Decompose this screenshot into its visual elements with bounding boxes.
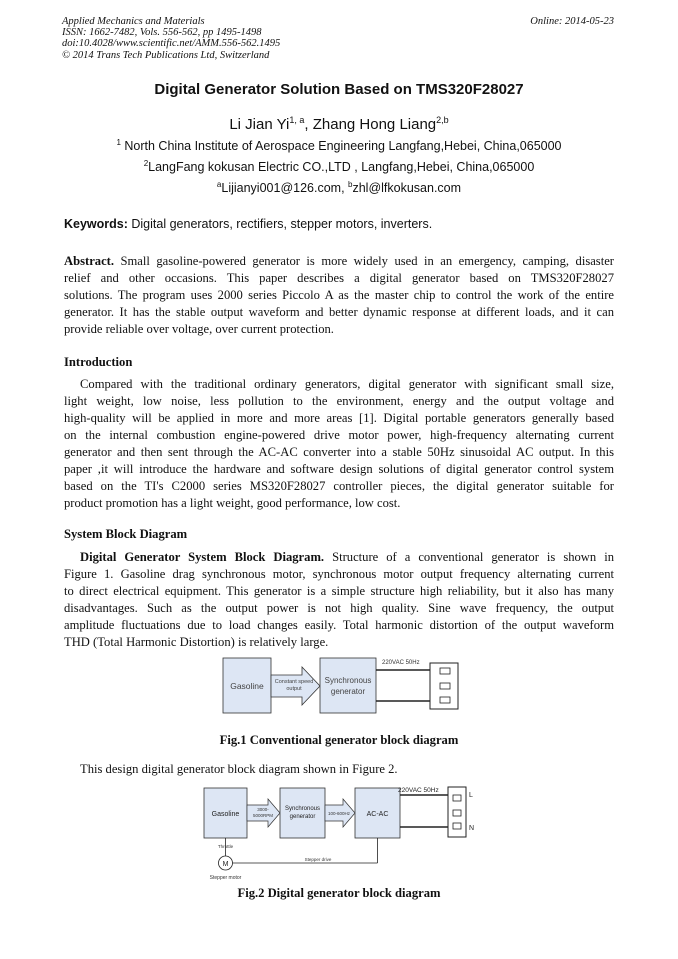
intro-line-6: paper ,it will introduce the hardware and software design solutions of digital generator control system	[64, 462, 614, 476]
intro-line-4: on the internal combustion engine-powered drive motor power, high-frequency alternating current	[64, 428, 614, 442]
keywords-text: Digital generators, rectifiers, stepper motors, inverters.	[127, 217, 433, 231]
fig1-arrow-label-1: Constant speed	[274, 679, 314, 685]
fig1-sync-label-2: generator	[330, 687, 366, 696]
fig2-throttle-label: Throttle	[217, 844, 234, 849]
journal-name: Applied Mechanics and Materials	[62, 16, 205, 27]
fig2-N-label: N	[469, 825, 475, 832]
sb-line-5: amplitude fluctuations due to load changes easily. Total harmonic distortion of the output waveform	[64, 618, 614, 632]
online-date: Online: 2014-05-23	[530, 16, 614, 27]
fig1-sync-box	[320, 658, 376, 713]
intro-heading: Introduction	[64, 355, 133, 369]
keywords-label: Keywords:	[64, 217, 128, 231]
fig1-diagram	[220, 655, 465, 717]
system-block-paragraph	[64, 549, 614, 651]
fig1-socket-pin-2	[440, 683, 450, 689]
author-1-sup: 1, a	[289, 115, 305, 125]
email-a[interactable]: Lijianyi001@126.com,	[221, 181, 349, 195]
fig2-gasoline-label: Gasoline	[211, 811, 240, 818]
issn: ISSN: 1662-7482, Vols. 556-562, pp 1495-1498	[62, 27, 262, 39]
intro-paragraph	[64, 376, 614, 512]
paper-title: Digital Generator Solution Based on TMS320F28027	[154, 81, 524, 98]
sb-line-2: Figure 1. Gasoline drag synchronous motor, synchronous motor output frequency alternating current	[64, 567, 614, 581]
fig2-caption: Fig.2 Digital generator block diagram	[237, 886, 441, 900]
fig2-socket-pin-1	[453, 795, 461, 801]
fig2-arrow1-label-2: 5000RPM	[252, 813, 274, 818]
emails	[0, 181, 678, 195]
email-b-sup: b	[348, 179, 353, 189]
intro-line-3: high-quality will be applied in more and more areas [1]. Digital portable generators generally based	[64, 411, 614, 425]
fig2-sync-box	[280, 788, 325, 838]
copyright: © 2014 Trans Tech Publications Ltd, Switzerland	[62, 49, 270, 61]
fig1-caption: Fig.1 Conventional generator block diagram	[219, 733, 459, 747]
abstract-line-3: solutions. The program uses 2000 series Piccolo A as the master chip to control the work of the entire	[64, 288, 614, 302]
fig1-output-label: 220VAC 50Hz	[382, 660, 420, 666]
fig1-socket-pin-3	[440, 697, 450, 703]
intro-line-7: based on the TI's C2000 series MS320F28027 controller pieces, the digital generator suitable for	[64, 479, 614, 493]
abstract-line-1	[64, 253, 614, 270]
fig2-socket-pin-3	[453, 823, 461, 829]
email-a-sup: a	[216, 179, 222, 189]
sb-text-1: Structure of a conventional generator is shown in	[324, 550, 614, 564]
doi: doi:10.4028/www.scientific.net/AMM.556-562.1495	[62, 38, 281, 50]
author-1: Li Jian Yi	[229, 116, 290, 133]
fig2-arrow1-label-1: 3000-	[257, 807, 269, 812]
aff1-sup: 1	[116, 137, 121, 147]
aff2-sup: 2	[143, 158, 149, 168]
authors	[0, 116, 678, 133]
abstract-text-1: Small gasoline-powered generator is more widely used in an emergency, camping, disaster	[114, 254, 614, 268]
abstract	[64, 253, 614, 338]
keywords	[64, 217, 432, 231]
intro-line-1: Compared with the traditional ordinary generators, digital generator with significant small size,	[80, 377, 614, 391]
fig2-acac-label: AC-AC	[366, 811, 389, 818]
fig2-sync-label-1: Synchronous	[284, 806, 321, 812]
fig1-socket-pin-1	[440, 668, 450, 674]
intro-line-8: product promotion has a light weight, good performance, low cost.	[64, 496, 401, 510]
fig2-L-label: L	[469, 792, 473, 799]
abstract-line-5: provide reliable over voltage, over current protection.	[64, 322, 334, 336]
fig2-output-label: 220VAC 50Hz	[398, 787, 439, 794]
fig1-gasoline-label: Gasoline	[230, 681, 264, 691]
intro-line-5: generator and then sent through the AC-AC converter into a stable 50Hz sinusoidal AC output. In this	[64, 445, 614, 459]
system-block-heading: System Block Diagram	[64, 527, 188, 541]
journal-header	[62, 16, 280, 61]
fig2-socket-pin-2	[453, 810, 461, 816]
fig2-intro	[80, 761, 600, 778]
fig2-motor-label: M	[222, 861, 229, 868]
email-b[interactable]: zhl@lfkokusan.com	[352, 181, 462, 195]
sb-line-4: disadvantages. Such as the output power is not high quality. Sine wave frequency, the output	[64, 601, 614, 615]
author-2: Zhang Hong Liang	[312, 116, 437, 133]
fig2-stepper-drive-label: Stepper drive	[304, 857, 332, 862]
sb-line-1	[64, 549, 614, 566]
aff1-text: North China Institute of Aerospace Engineering Langfang,Hebei, China,065000	[120, 139, 562, 153]
intro-line-2: light weight, low noise, less pollution to the environment, energy and the output voltage and	[64, 394, 614, 408]
author-2-sup: 2,b	[436, 115, 449, 125]
fig2-arrow2-label: 100-600Hz	[327, 811, 351, 816]
fig1-arrow-label-2: output	[286, 686, 302, 692]
sb-line-3: to direct electrical equipment. This generator is a simple structure high reliability, but it also has many	[64, 584, 614, 598]
sb-subhead: Digital Generator System Block Diagram.	[80, 550, 325, 564]
fig1-sync-label-1: Synchronous	[324, 676, 372, 685]
fig2-diagram	[198, 783, 482, 883]
fig2-intro-line: This design digital generator block diagram shown in Figure 2.	[80, 762, 398, 776]
abstract-label: Abstract.	[64, 254, 115, 268]
affiliation-1	[0, 139, 678, 153]
fig2-stepper-motor-label: Stepper motor	[209, 875, 242, 881]
affiliation-2	[0, 160, 678, 174]
abstract-line-4: generator. It has the stable output waveform and better dynamic response at different loads, and it can	[64, 305, 614, 319]
sb-line-6: THD (Total Harmonic Distortion) is relatively large.	[64, 635, 329, 649]
aff2-text: LangFang kokusan Electric CO.,LTD , Langfang,Hebei, China,065000	[148, 160, 535, 174]
author-sep: ,	[304, 116, 313, 133]
fig2-sync-label-2: generator	[289, 814, 316, 820]
abstract-line-2: relief and other occasions. This paper describes a digital generator based on TMS320F28027	[64, 271, 614, 285]
